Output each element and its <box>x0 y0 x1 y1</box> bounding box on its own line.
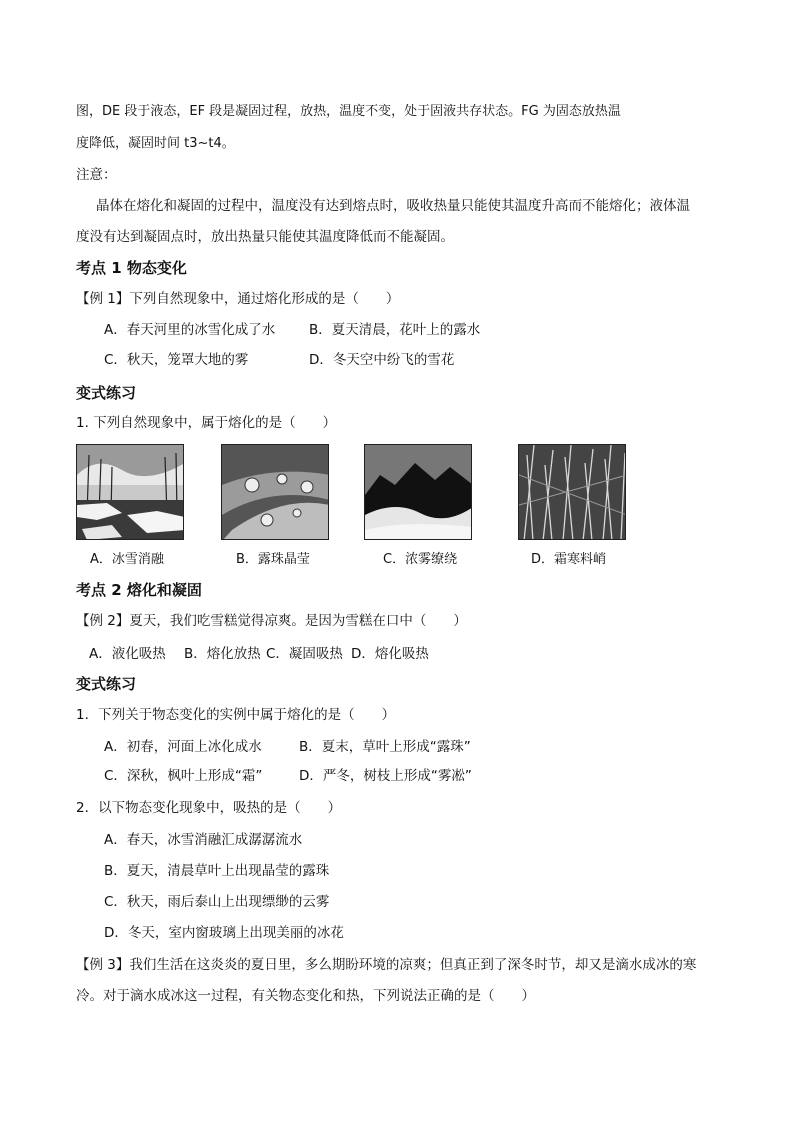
example-3-line-1: 【例 3】我们生活在这炎炎的夏日里，多么期盼环境的凉爽；但真正到了深冬时节，却又是滴水成冰的寒 <box>76 957 697 973</box>
example-2-question: 【例 2】夏天，我们吃雪糕觉得凉爽。是因为雪糕在口中（ ） <box>76 613 467 629</box>
caption-a: A．冰雪消融 <box>90 552 164 567</box>
example-2-option-c: C．凝固吸热 <box>266 646 343 662</box>
q2-option-a: A．春天，冰雪消融汇成潺潺流水 <box>104 832 303 848</box>
example-1-option-c: C．秋天，笼罩大地的雾 <box>104 352 249 368</box>
caption-c: C．浓雾缭绕 <box>383 552 458 567</box>
example-1-option-d: D．冬天空中纷飞的雪花 <box>309 352 455 368</box>
caption-d: D．霜寒料峭 <box>531 552 607 567</box>
section-2-heading: 考点 2 熔化和凝固 <box>76 581 202 599</box>
q1-question: 1．下列关于物态变化的实例中属于熔化的是（ ） <box>76 707 396 723</box>
practice-heading-2: 变式练习 <box>76 675 137 693</box>
example-2-option-a: A．液化吸热 <box>89 646 166 662</box>
frost-grass-image <box>518 444 626 540</box>
intro-line-2: 度降低，凝固时间 t3~t4。 <box>76 136 235 151</box>
q2-option-d: D．冬天，室内窗玻璃上出现美丽的冰花 <box>104 925 344 941</box>
practice-1-question: 1. 下列自然现象中，属于熔化的是（ ） <box>76 415 337 431</box>
example-1-question: 【例 1】下列自然现象中，通过熔化形成的是（ ） <box>76 291 400 307</box>
example-3-line-2: 冷。对于滴水成冰这一过程，有关物态变化和热，下列说法正确的是（ ） <box>76 988 535 1004</box>
dew-drops-image <box>221 444 329 540</box>
q2-option-b: B．夏天，清晨草叶上出现晶莹的露珠 <box>104 863 330 879</box>
q2-question: 2．以下物态变化现象中，吸热的是（ ） <box>76 800 342 816</box>
example-2-option-d: D．熔化吸热 <box>351 646 429 662</box>
example-2-option-b: B．熔化放热 <box>184 646 261 662</box>
note-label: 注意： <box>76 167 117 183</box>
intro-line-1: 图，DE 段于液态，EF 段是凝固过程，放热，温度不变，处于固液共存状态。FG 为固态放热温 <box>76 104 621 119</box>
q1-option-b: B．夏末，草叶上形成“露珠” <box>299 739 471 755</box>
snow-river-image <box>76 444 184 540</box>
practice-heading-1: 变式练习 <box>76 384 137 402</box>
example-1-option-a: A．春天河里的冰雪化成了水 <box>104 322 276 338</box>
q1-option-c: C．深秋，枫叶上形成“霜” <box>104 768 263 784</box>
section-1-heading: 考点 1 物态变化 <box>76 259 187 277</box>
caption-b: B．露珠晶莹 <box>236 552 310 567</box>
note-line-2: 度没有达到凝固点时，放出热量只能使其温度降低而不能凝固。 <box>76 229 454 245</box>
note-line-1: 晶体在熔化和凝固的过程中，温度没有达到熔点时，吸收热量只能使其温度升高而不能熔化；液体温 <box>96 198 690 214</box>
q1-option-d: D．严冬，树枝上形成“雾凇” <box>299 768 472 784</box>
q1-option-a: A．初春，河面上冰化成水 <box>104 739 262 755</box>
q2-option-c: C．秋天，雨后泰山上出现缥缈的云雾 <box>104 894 330 910</box>
example-1-option-b: B．夏天清晨，花叶上的露水 <box>309 322 481 338</box>
fog-mountain-image <box>364 444 472 540</box>
